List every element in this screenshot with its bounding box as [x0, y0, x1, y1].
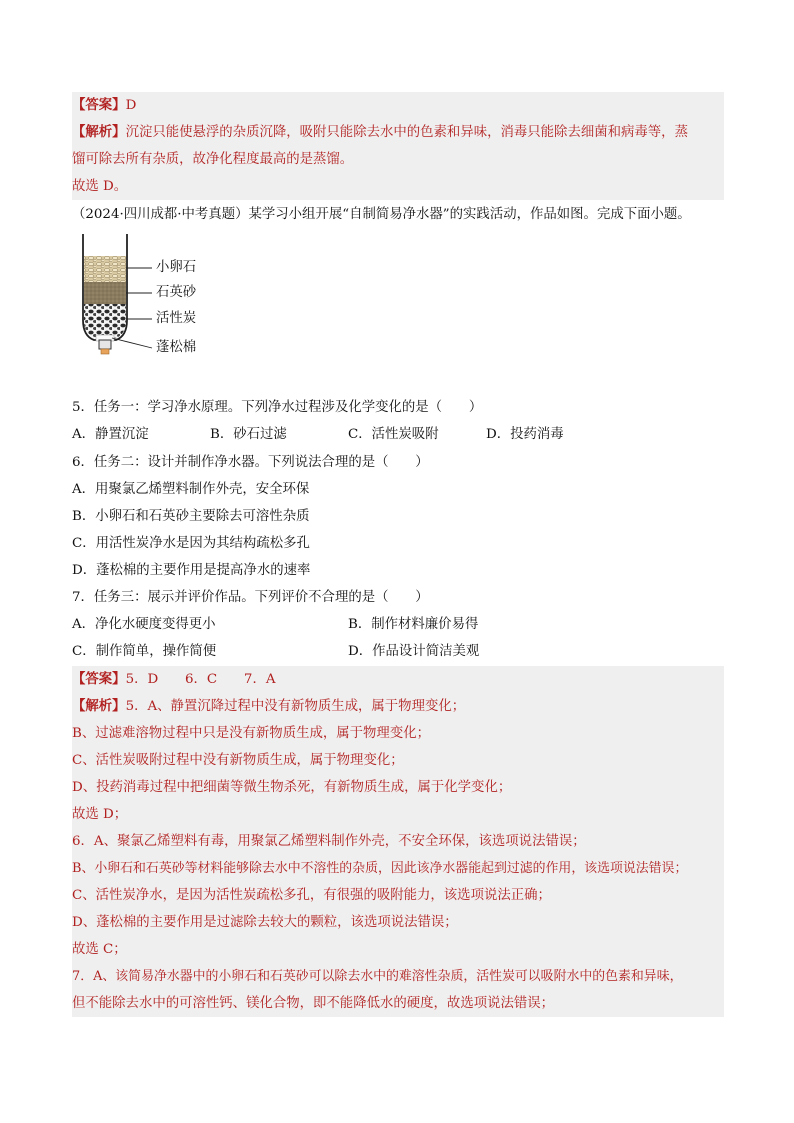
- answer-line: [72, 92, 724, 119]
- analysis-text: 5．A、静置沉降过程中没有新物质生成，属于物理变化；: [125, 699, 466, 714]
- option-a: A．静置沉淀: [72, 427, 149, 442]
- analysis-line: 故选 D；: [72, 801, 724, 828]
- question-6-stem: 6．任务二：设计并制作净水器。下列说法合理的是（ ）: [72, 455, 429, 470]
- analysis-line: B、过滤难溶物过程中只是没有新物质生成，属于物理变化；: [72, 720, 724, 747]
- analysis-line: [72, 693, 724, 720]
- water-purifier-diagram: [80, 232, 230, 362]
- analysis-line: 故选 C；: [72, 936, 724, 963]
- analysis-line: D、投药消毒过程中把细菌等微生物杀死，有新物质生成，属于化学变化；: [72, 774, 724, 801]
- analysis-tag: 【解析】: [72, 124, 126, 140]
- label-activated-carbon: 活性炭: [156, 311, 197, 326]
- option-b: B．制作材料廉价易得: [348, 617, 479, 632]
- option-d: D．作品设计简洁美观: [348, 644, 480, 659]
- question-intro: （2024·四川成都·中考真题）某学习小组开展“自制简易净水器”的实践活动，作品如图。完成下面小题。: [72, 207, 691, 222]
- option-d: D．投药消毒: [486, 427, 564, 442]
- question-7-options-row2: [72, 638, 724, 665]
- option-c: C．制作简单，操作简便: [72, 644, 217, 659]
- analysis-line: [72, 119, 724, 146]
- label-quartz-sand: 石英砂: [156, 285, 197, 300]
- analysis-line: C、活性炭吸附过程中没有新物质生成，属于物理变化；: [72, 747, 724, 774]
- question-6-option-c: C．用活性炭净水是因为其结构疏松多孔: [72, 536, 310, 551]
- analysis-tag: 【解析】: [72, 698, 126, 714]
- question-5-options: [72, 421, 724, 448]
- question-6-option-b: B．小卵石和石英砂主要除去可溶性杂质: [72, 509, 310, 524]
- analysis-line: 6．A、聚氯乙烯塑料有毒，用聚氯乙烯塑料制作外壳，不安全环保，该选项说法错误；: [72, 828, 724, 855]
- answer-value: 5．D 6．C 7．A: [125, 672, 276, 687]
- answer-line: [72, 666, 724, 693]
- analysis-line: D、蓬松棉的主要作用是过滤除去较大的颗粒，该选项说法错误；: [72, 909, 724, 936]
- analysis-line: C、活性炭净水，是因为活性炭疏松多孔，有很强的吸附能力，该选项说法正确；: [72, 882, 724, 909]
- option-c: C．活性炭吸附: [348, 427, 439, 442]
- question-6-option-d: D．蓬松棉的主要作用是提高净水的速率: [72, 563, 311, 578]
- answer-tag: 【答案】: [72, 671, 126, 687]
- answer-tag: 【答案】: [72, 97, 126, 113]
- analysis-line: 7．A、该简易净水器中的小卵石和石英砂可以除去水中的难溶性杂质，活性炭可以吸附水中的色素和异味，: [72, 963, 724, 990]
- analysis-text: 沉淀只能使悬浮的杂质沉降，吸附只能除去水中的色素和异味，消毒只能除去细菌和病毒等，蒸: [125, 125, 688, 140]
- question-7-stem: 7．任务三：展示并评价作品。下列评价不合理的是（ ）: [72, 590, 429, 605]
- water-purifier-figure: [80, 232, 230, 362]
- question-6-option-a: A．用聚氯乙烯塑料制作外壳，安全环保: [72, 482, 310, 497]
- analysis-line: 馏可除去所有杂质，故净化程度最高的是蒸馏。: [72, 146, 724, 173]
- question-5-stem: 5．任务一：学习净水原理。下列净水过程涉及化学变化的是（ ）: [72, 400, 483, 415]
- option-b: B．砂石过滤: [210, 427, 287, 442]
- option-a: A．净化水硬度变得更小: [72, 617, 216, 632]
- question-7-options-row1: [72, 611, 724, 638]
- analysis-line: B、小卵石和石英砂等材料能够除去水中不溶性的杂质，因此该净水器能起到过滤的作用，该选项说法错误；: [72, 855, 724, 882]
- analysis-line: 故选 D。: [72, 173, 724, 200]
- answer-value: D: [125, 98, 137, 113]
- analysis-line: 但不能除去水中的可溶性钙、镁化合物，即不能降低水的硬度，故选项说法错误；: [72, 990, 724, 1017]
- label-pebbles: 小卵石: [156, 260, 197, 275]
- label-cotton: 蓬松棉: [156, 340, 197, 355]
